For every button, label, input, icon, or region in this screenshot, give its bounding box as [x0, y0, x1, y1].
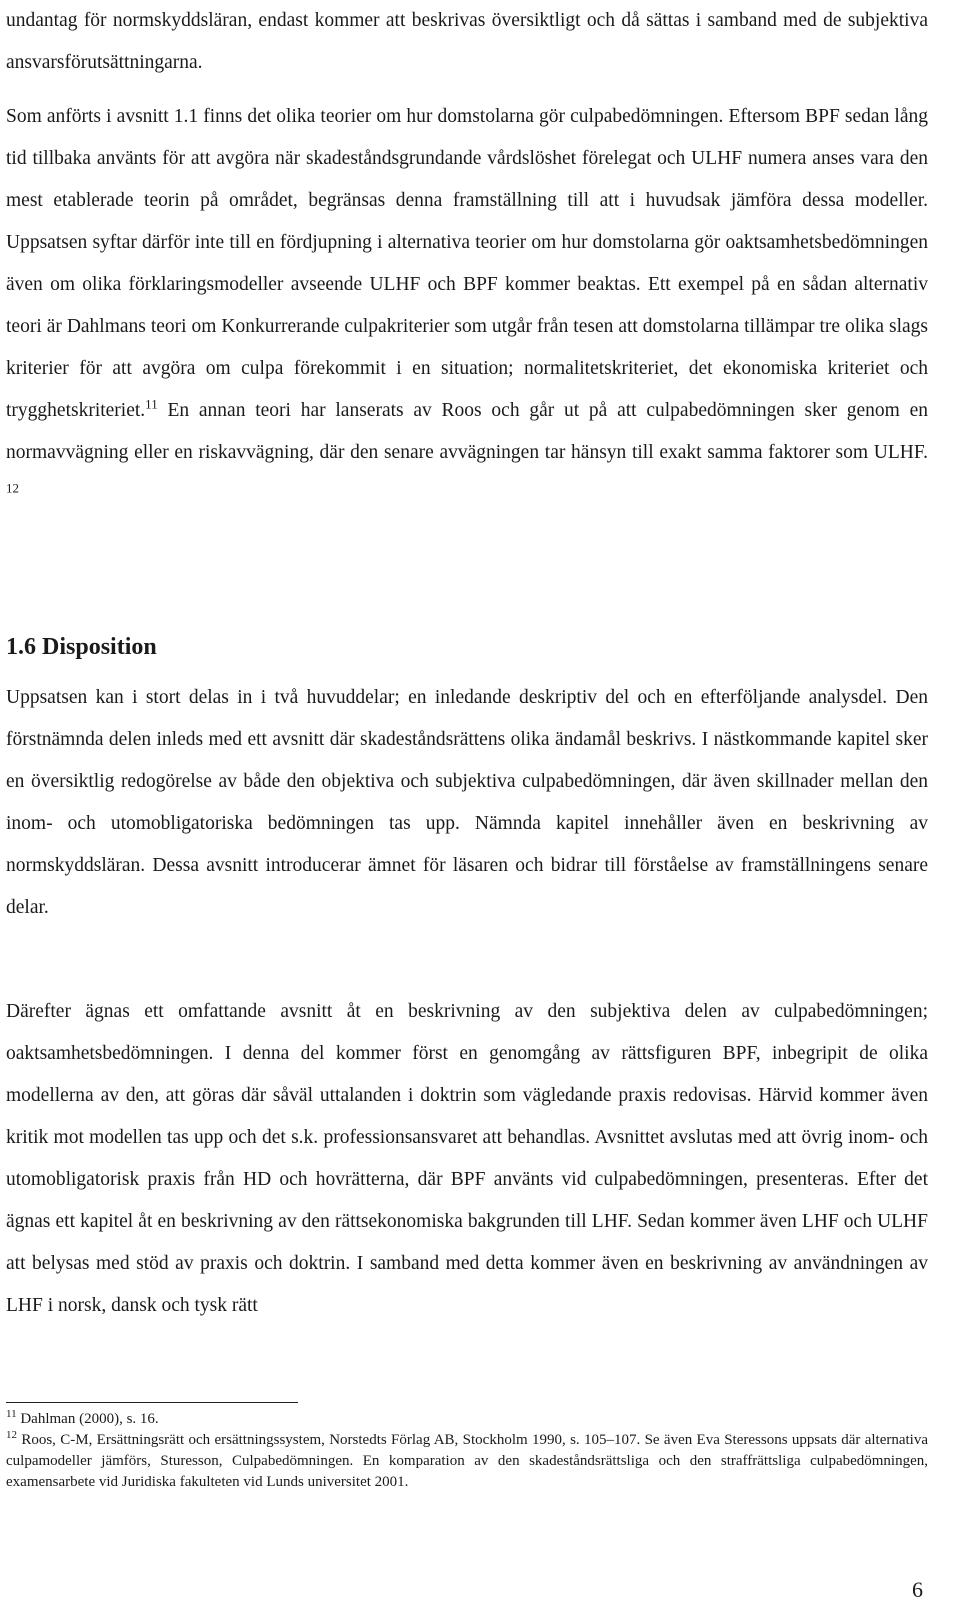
paragraph-intro: undantag för normskyddsläran, endast kommer att beskrivas översiktligt och då sättas i samband med de subjektiva ansvarsförutsättningarna. [6, 10, 928, 73]
footnote-text: Dahlman (2000), s. 16. [16, 1411, 159, 1427]
footnote-12 [6, 1430, 928, 1493]
paragraph-theories [6, 96, 928, 516]
footnote-number: 11 [6, 1408, 17, 1420]
paragraph-theories-text-2: En annan teori har lanserats av Roos och går ut på att culpabedömningen sker genom en normavvägning eller en riskavvägning, där den senare avvägningen tar hänsyn till exakt samma faktorer som ULHF. [6, 400, 928, 463]
page-number: 6 [912, 1577, 923, 1602]
paragraph-disposition-1: Uppsatsen kan i stort delas in i två huvuddelar; en inledande deskriptiv del och en efterföljande analysdel. Den förstnämnda delen inleds med ett avsnitt där skadeståndsrättens olika ändamål beskrivs. I nästkommande kapitel sker en översiktlig redogörelse av både den objektiva och subjektiva culpabedömningen, där även skillnader mellan den inom- och utomobligatoriska bedömningen tas upp. Nämnda kapitel innehåller även en beskrivning av normskyddsläran. Dessa avsnitt introducerar ämnet för läsaren och bidrar till förståelse av framställningens senare delar. [6, 687, 928, 918]
footnote-text: Roos, C-M, Ersättningsrätt och ersättningssystem, Norstedts Förlag AB, Stockholm 1990, s. 105–107. Se även Eva Steressons uppsats där alternativa culpamodeller jämförs, Sturesson, Culpabedömningen. En komparation av den skadeståndsrättsliga och den straffrättsliga culpabedömningen, examensarbete vid Juridiska fakulteten vid Lunds universitet 2001. [6, 1432, 928, 1490]
section-heading: 1.6 Disposition [6, 634, 157, 660]
footnote-11 [6, 1409, 928, 1430]
paragraph-disposition-2: Därefter ägnas ett omfattande avsnitt åt en beskrivning av den subjektiva delen av culpabedömningen; oaktsamhetsbedömningen. I denna del kommer först en genomgång av rättsfiguren BPF, inbegripit de olika modellerna av den, att göras där såväl uttalanden i doktrin som vägledande praxis redovisas. Härvid kommer även kritik mot modellen tas upp och det s.k. professionsansvaret att behandlas. Avsnittet avslutas med att övrig inom- och utomobligatorisk praxis från HD och hovrätterna, där BPF använts vid culpabedömningen, presenteras. Efter det ägnas ett kapitel åt en beskrivning av den rättsekonomiska bakgrunden till LHF. Sedan kommer även LHF och ULHF att belysas med stöd av praxis och doktrin. I samband med detta kommer även en beskrivning av användningen av LHF i norsk, dansk och tysk rätt [6, 1001, 928, 1316]
footnotes-section [6, 1409, 928, 1493]
footnote-separator [6, 1402, 298, 1403]
paragraph-theories-text-1: Som anförts i avsnitt 1.1 finns det olika teorier om hur domstolarna gör culpabedömningen. Eftersom BPF sedan lång tid tillbaka använts för att avgöra när skadeståndsgrundande vårdslöshet förelegat och ULHF numera anses vara den mest etablerade teorin på området, begränsas denna framställning till att i huvudsak jämföra dessa modeller. Uppsatsen syftar därför inte till en fördjupning i alternativa teorier om hur domstolarna gör oaktsamhetsbedömningen även om olika förklaringsmodeller avseende ULHF och BPF kommer beaktas. Ett exempel på en sådan alternativ teori är Dahlmans teori om Konkurrerande culpakriterier som utgår från tesen att domstolarna tillämpar tre olika slags kriterier för att avgöra om culpa förekommit i en situation; normalitetskriteriet, det ekonomiska kriteriet och trygghetskriteriet. [6, 106, 928, 421]
footnote-number: 12 [6, 1429, 17, 1441]
footnote-reference-12[interactable]: 12 [6, 480, 19, 496]
footnote-reference-11[interactable]: 11 [145, 396, 158, 412]
